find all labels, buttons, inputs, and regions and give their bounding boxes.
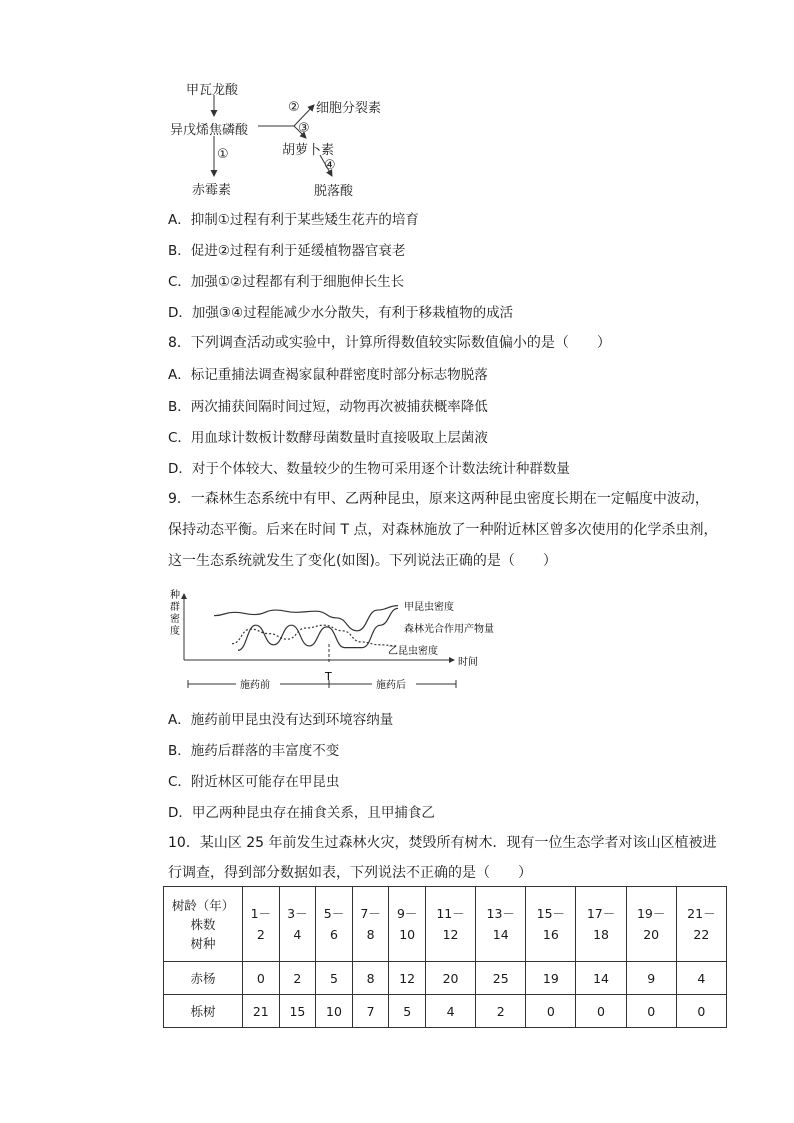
q7-option-b: B．促进②过程有利于延缓植物器官衰老: [168, 243, 406, 259]
step-4-label: ④: [324, 158, 336, 173]
series-yi-line: [238, 608, 398, 650]
table-cell: 2: [279, 962, 316, 995]
table-cell: 0: [576, 995, 626, 1028]
q9-option-c: C．附近林区可能存在甲昆虫: [168, 774, 340, 790]
table-col-header: 5－ 6: [316, 887, 353, 962]
after-label: 施药后: [376, 680, 406, 691]
ylabel-char-4: 度: [170, 626, 180, 637]
series-jia-line: [214, 606, 398, 631]
q7-option-a: A．抑制①过程有利于某些矮生花卉的培育: [168, 212, 419, 228]
table-col-header: 17－ 18: [576, 887, 626, 962]
table-col-header: 7－ 8: [352, 887, 389, 962]
legend-jia: 甲昆虫密度: [404, 602, 454, 613]
q10-stem-line-2: 行调查，得到部分数据如表，下列说法不正确的是（ ）: [168, 865, 532, 881]
table-cell: 0: [526, 995, 576, 1028]
table-col-header: 9－ 10: [389, 887, 426, 962]
table-cell: 5: [316, 962, 353, 995]
legend-yi: 乙昆虫密度: [388, 646, 438, 657]
table-cell: 0: [676, 995, 726, 1028]
table-col-header: 21－ 22: [676, 887, 726, 962]
q7-option-c: C．加强①②过程都有利于细胞伸长生长: [168, 274, 405, 290]
corner-count-label: 株数: [190, 916, 216, 932]
table-cell: 15: [279, 995, 316, 1028]
ylabel-char-3: 密: [170, 614, 180, 625]
table-cell: 4: [676, 962, 726, 995]
table-cell: 25: [476, 962, 526, 995]
insect-density-chart: [166, 584, 516, 696]
corner-age-label: 树龄（年）: [171, 897, 235, 913]
cytokinin-label: 细胞分裂素: [316, 101, 382, 116]
table-cell: 12: [389, 962, 426, 995]
q10-stem-line-1: 10．某山区 25 年前发生过森林火灾，焚毁所有树木．现有一位生态学者对该山区植被进: [168, 835, 717, 851]
table-cell: 5: [389, 995, 426, 1028]
q8-option-d: D．对于个体较大、数量较少的生物可采用逐个计数法统计种群数量: [168, 461, 570, 477]
q8-option-c: C．用血球计数板计数酵母菌数量时直接吸取上层菌液: [168, 430, 488, 446]
table-corner-cell: [164, 887, 243, 962]
table-row-name: 赤杨: [164, 962, 243, 995]
ylabel-char-2: 群: [170, 602, 180, 613]
table-row: [164, 962, 727, 995]
table-col-header: 3－ 4: [279, 887, 316, 962]
q9-stem-line-1: 9．一森林生态系统中有甲、乙两种昆虫，原来这两种昆虫密度长期在一定幅度中波动，: [168, 491, 709, 507]
step-1-label: ①: [217, 147, 229, 162]
table-col-header: 13－ 14: [476, 887, 526, 962]
table-col-header: 11－ 12: [425, 887, 475, 962]
legend-photosynthesis: 森林光合作用产物量: [404, 624, 494, 635]
t-mark-label: T: [325, 670, 332, 683]
q9-option-a: A．施药前甲昆虫没有达到环境容纳量: [168, 712, 394, 728]
ylabel-char-1: 种: [170, 590, 180, 601]
table-cell: 0: [626, 995, 676, 1028]
table-cell: 9: [626, 962, 676, 995]
table-cell: 4: [425, 995, 475, 1028]
table-cell: 21: [243, 995, 280, 1028]
table-col-header: 1－ 2: [243, 887, 280, 962]
q9-stem-line-2: 保持动态平衡。后来在时间 T 点，对森林施放了一种附近林区曾多次使用的化学杀虫剂，: [168, 522, 718, 538]
table-cell: 0: [243, 962, 280, 995]
table-col-header: 15－ 16: [526, 887, 576, 962]
step-2-label: ②: [288, 100, 300, 115]
table-header-row: [164, 887, 727, 962]
carotene-label: 胡萝卜素: [282, 143, 335, 158]
q9-option-d: D．甲乙两种昆虫存在捕食关系，且甲捕食乙: [168, 805, 435, 821]
abscisic-label: 脱落酸: [314, 184, 354, 199]
q9-stem-line-3: 这一生态系统就发生了变化(如图)。下列说法正确的是（ ）: [168, 553, 557, 569]
table-col-header: 19－ 20: [626, 887, 676, 962]
tree-age-table: [163, 886, 727, 1028]
table-cell: 14: [576, 962, 626, 995]
table-cell: 19: [526, 962, 576, 995]
q8-option-a: A．标记重捕法调查褐家鼠种群密度时部分标志物脱落: [168, 367, 488, 383]
q9-option-b: B．施药后群落的丰富度不变: [168, 743, 340, 759]
table-cell: 20: [425, 962, 475, 995]
q8-option-b: B．两次捕获间隔时间过短，动物再次被捕获概率降低: [168, 399, 488, 415]
q8-stem: 8．下列调查活动或实验中，计算所得数值较实际数值偏小的是（ ）: [168, 335, 611, 351]
table-cell: 10: [316, 995, 353, 1028]
table-row: [164, 995, 727, 1028]
mevalonate-label: 甲瓦龙酸: [186, 83, 239, 98]
q7-option-d: D．加强③④过程能减少水分散失，有利于移栽植物的成活: [168, 305, 514, 321]
ipp-label: 异戊烯焦磷酸: [170, 123, 249, 138]
before-label: 施药前: [240, 680, 270, 691]
table-cell: 7: [352, 995, 389, 1028]
xlabel: 时间: [458, 657, 478, 668]
gibberellin-label: 赤霉素: [192, 183, 232, 198]
table-cell: 8: [352, 962, 389, 995]
corner-species-label: 树种: [190, 935, 216, 951]
table-row-name: 栎树: [164, 995, 243, 1028]
step-3-label: ③: [298, 121, 310, 136]
table-cell: 2: [476, 995, 526, 1028]
